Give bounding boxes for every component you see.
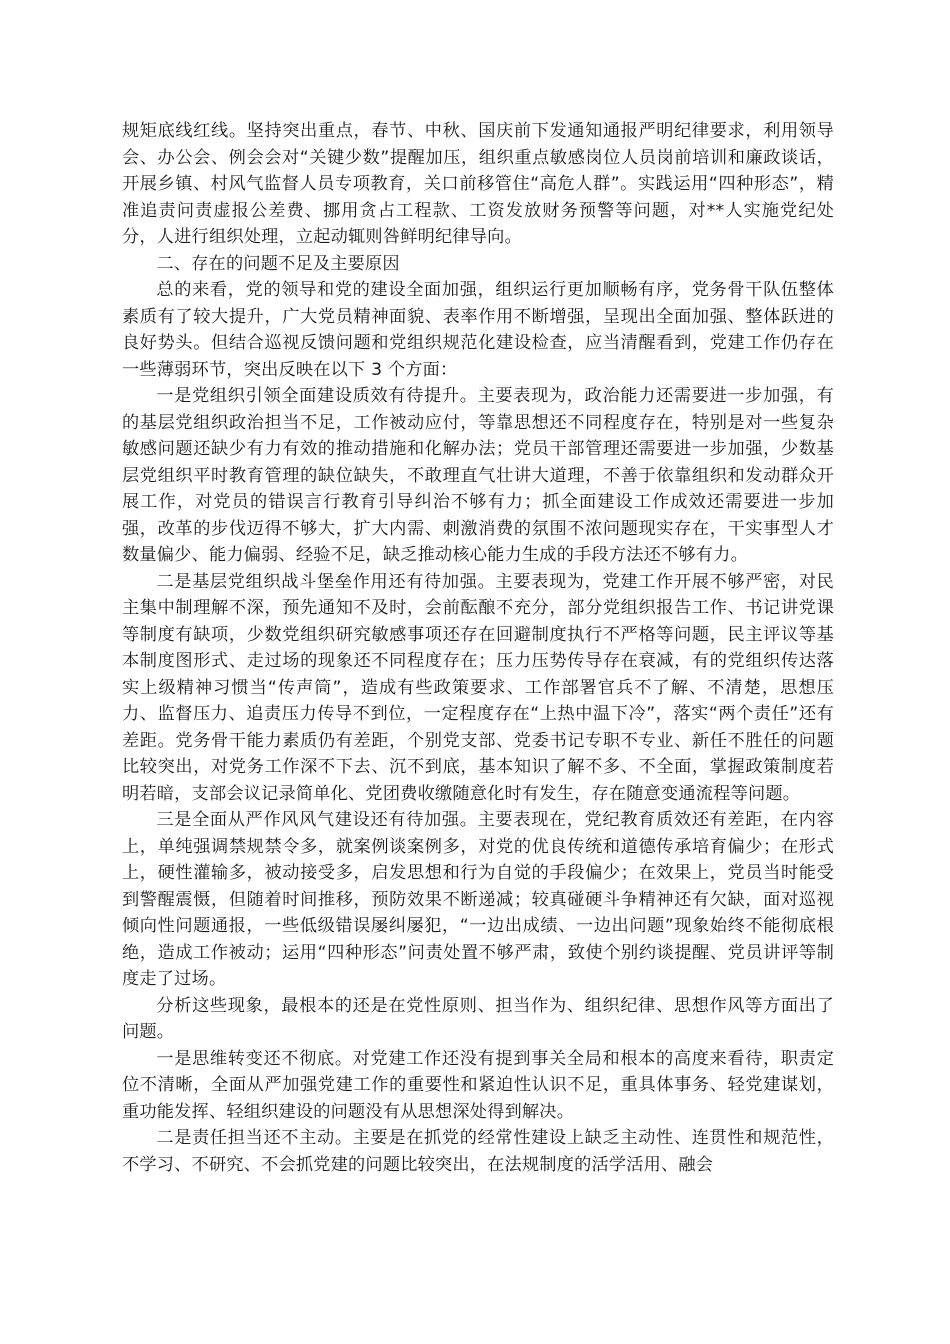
document-page (122, 118, 834, 1178)
paragraph-issue-three: 三是全面从严作风风气建设还有待加强。主要表现在，党纪教育质效还有差距，在内容上，单纯强调禁规禁令多，就案例谈案例多，对党的优良传统和道德传承培育偏少；在形式上，硬性灌输多，被动接受多，启发思想和行为自觉的手段偏少；在效果上，党员当时能受到警醒震慑，但随着时间推移，预防效果不断递减；较真碰硬斗争精神还有欠缺，面对巡视倾向性问题通报，一些低级错误屡纠屡犯，“一边出成绩、一边出问题”现象始终不能彻底根绝，造成工作被动；运用“四种形态”问责处置不够严肃，致使个别约谈提醒、党员讲评等制度走了过场。 (122, 810, 834, 989)
paragraph-overview: 总的来看，党的领导和党的建设全面加强，组织运行更加顺畅有序，党务骨干队伍整体素质有了较大提升，广大党员精神面貌、表率作用不断增强，呈现出全面加强、整体跃进的良好势头。但结合巡视反馈问题和党组织规范化建设检查，应当清醒看到，党建工作仍存在一些薄弱环节，突出反映在以下 3 个方面： (122, 280, 834, 380)
paragraph-analysis: 分析这些现象，最根本的还是在党性原则、担当作为、组织纪律、思想作风等方面出了问题。 (122, 995, 834, 1042)
paragraph-discipline-continuation: 规矩底线红线。坚持突出重点，春节、中秋、国庆前下发通知通报严明纪律要求，利用领导会、办公会、例会会对“关键少数”提醒加压，组织重点敏感岗位人员岗前培训和廉政谈话，开展乡镇、村风气监督人员专项教育，关口前移管住“高危人群”。实践运用“四种形态”，精准追责问责虚报公差费、挪用贪占工程款、工资发放财务预警等问题，对**人实施党纪处分，人进行组织处理，立起动辄则咎鲜明纪律导向。 (122, 121, 834, 247)
section-heading-problems: 二、存在的问题不足及主要原因 (156, 253, 400, 274)
paragraph-cause-one: 一是思维转变还不彻底。对党建工作还没有提到事关全局和根本的高度来看待，职责定位不清晰，全面从严加强党建工作的重要性和紧迫性认识不足，重具体事务、轻党建谋划，重功能发挥、轻组织建设的问题没有从思想深处得到解决。 (122, 1048, 834, 1122)
paragraph-issue-one: 一是党组织引领全面建设质效有待提升。主要表现为，政治能力还需要进一步加强，有的基层党组织政治担当不足，工作被动应付，等靠思想还不同程度存在，特别是对一些复杂敏感问题还缺少有力有效的推动措施和化解办法；党员干部管理还需要进一步加强，少数基层党组织平时教育管理的缺位缺失，不敢理直气壮讲大道理，不善于依靠组织和发动群众开展工作，对党员的错误言行教育引导纠治不够有力；抓全面建设工作成效还需要进一步加强，改革的步伐迈得不够大，扩大内需、刺激消费的氛围不浓问题现实存在，干实事型人才数量偏少、能力偏弱、经验不足，缺乏推动核心能力生成的手段方法还不够有力。 (122, 386, 834, 565)
paragraph-cause-two: 二是责任担当还不主动。主要是在抓党的经常性建设上缺乏主动性、连贯性和规范性，不学习、不研究、不会抓党建的问题比较突出，在法规制度的活学活用、融会 (122, 1128, 834, 1175)
paragraph-issue-two: 二是基层党组织战斗堡垒作用还有待加强。主要表现为，党建工作开展不够严密，对民主集中制理解不深，预先通知不及时，会前酝酿不充分，部分党组织报告工作、书记讲党课等制度有缺项，少数党组织研究敏感事项还存在回避制度执行不严格等问题，民主评议等基本制度图形式、走过场的现象还不同程度存在；压力压势传导存在衰减，有的党组织传达落实上级精神习惯当“传声筒”，造成有些政策要求、工作部署官兵不了解、不清楚，思想压力、监督压力、追责压力传导不到位，一定程度存在“上热中温下冷”，落实“两个责任”还有差距。党务骨干能力素质仍有差距，个别党支部、党委书记专职不专业、新任不胜任的问题比较突出，对党务工作深不下去、沉不到底，基本知识了解不多、不全面，掌握政策制度若明若暗，支部会议记录简单化、党团费收缴随意化时有发生，存在随意变通流程等问题。 (122, 571, 834, 804)
